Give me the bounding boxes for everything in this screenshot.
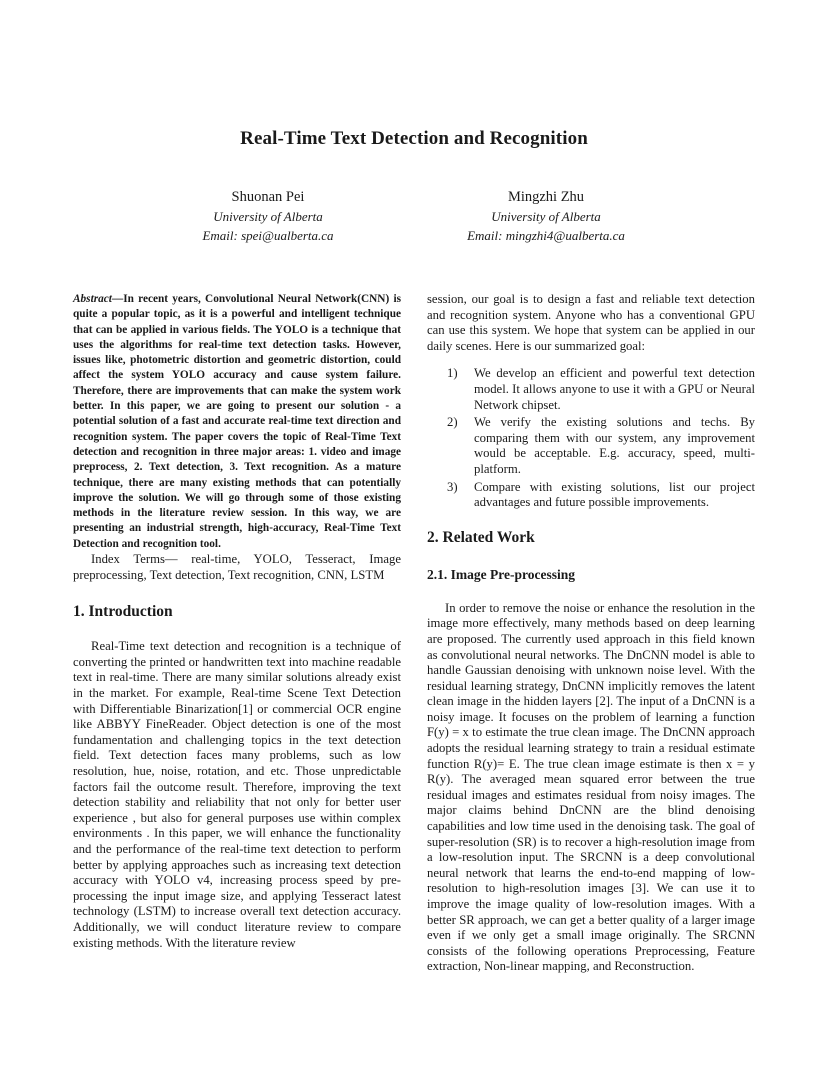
list-item-number: 3) xyxy=(447,479,458,494)
list-item-number: 2) xyxy=(447,415,458,430)
introduction-continued-paragraph: session, our goal is to design a fast and reliable text detection and recognition system. Anyone who has a conventional GPU can use this system. We hope that system can be applied in our daily scenes. Here is our summarized goal: xyxy=(427,292,755,353)
right-column xyxy=(427,292,755,975)
subsection-heading-image-preprocessing: 2.1. Image Pre-processing xyxy=(427,566,575,582)
abstract-label: Abstract xyxy=(73,293,112,305)
author-block-1 xyxy=(118,188,418,245)
list-item-number: 1) xyxy=(447,366,458,381)
list-item xyxy=(427,480,755,511)
author-block-2 xyxy=(396,188,696,245)
list-item-text: Compare with existing solutions, list our project advantages and future possible improvements. xyxy=(474,479,755,510)
left-column xyxy=(73,292,401,951)
author-name: Mingzhi Zhu xyxy=(507,189,585,205)
paper-title: Real-Time Text Detection and Recognition xyxy=(240,128,588,149)
author-name: Shuonan Pei xyxy=(231,189,305,205)
list-item-text: We verify the existing solutions and techs. By comparing them with our system, any improvement would be acceptable. E.g. accuracy, speed, multi-platform. xyxy=(474,415,755,476)
author-affiliation: University of Alberta xyxy=(213,209,323,224)
list-item-text: We develop an efficient and powerful text detection model. It allows anyone to use it with a GPU or Neural Network chipset. xyxy=(474,366,755,412)
abstract-text: —In recent years, Convolutional Neural Network(CNN) is quite a popular topic, as it is a powerful and intelligent technique that can be applied in various fields. The YOLO is a technique that uses the algorithms for real-time text detection tasks. However, issues like, photometric distortion and geometric distortion, could affect the system YOLO accuracy and cause system failure. Therefore, there are improvements that can make the system work better. In this paper, we are going to present our solution - a potential solution of a fast and accurate real-time text direction and recognition system. The paper covers the topic of Real-Time Text detection and recognition in three major areas: 1. video and image preprocess, 2. Text detection, 3. Text recognition. As a mature technique, there are many existing methods that can potentially improve the solution. We will go through some of those existing methods in the literature review session. In this way, we are presenting an industrial strength, high-accuracy, Real-Time Text Detection and recognition tool. xyxy=(73,293,401,550)
section-heading-related-work: 2. Related Work xyxy=(427,528,535,546)
image-preprocessing-paragraph: In order to remove the noise or enhance the resolution in the image more effectively, many methods based on deep learning are proposed. The currently used approach in this field known as convolutional neural networks. The DnCNN model is able to handle Gaussian denoising with unknown noise level. With the residual learning strategy, DnCNN implicitly removes the latent clean image in the hidden layers [2]. The input of a DnCNN is a noisy image. It focuses on the problem of learning a function F(y) = x to estimate the true clean image. The DnCNN approach adopts the residual learning strategy to train a residual estimate function R(y)= E. The true clean image estimate is then x = y R(y). The averaged mean squared error between the true residual images and estimates residual from noisy images. The major claims behind DnCNN are the blind denoising capabilities and low time used in the denoising task. The goal of super-resolution (SR) is to recover a high-resolution image from a low-resolution input. The SRCNN is a deep convolutional neural network that learns the end-to-end mapping of low-resolution to high-resolution images [3]. We can use it to improve the image quality of low-resolution images. With a better SR approach, we can get a better quality of a larger image even if we only get a small image originally. The SRCNN consists of the following operations Preprocessing, Feature extraction, Non-linear mapping, and Reconstruction. xyxy=(427,600,755,974)
author-email: Email: mingzhi4@ualberta.ca xyxy=(467,228,625,243)
list-item xyxy=(427,366,755,413)
introduction-paragraph: Real-Time text detection and recognition is a technique of converting the printed or handwritten text into machine readable text in real-time. There are many similar solutions already exist in the market. For example, Real-time Scene Text Detection with Differentiable Binarization[1] or commercial OCR engine like ABBYY FineReader. Object detection is one of the most fundamentation and challenging topics in the text detection field. Text detection faces many problems, such as low resolution, hue, noise, rotation, and etc. Those unpredictable factors fail the outcome result. Therefore, improving the text detection stability and reliability that not only for better user experience , but also for general purposes use within complex environments . In this paper, we will enhance the functionality and the performance of the real-time text detection to perform better by applying approaches such as increasing text detection accuracy with YOLO v4, increasing process speed by pre-processing the input image size, and applying Tesseract latest technology (LSTM) to increase overall text detection accuracy. Additionally, we will conduct literature review to compare existing methods. With the literature review xyxy=(73,639,401,950)
section-heading-introduction: 1. Introduction xyxy=(73,603,173,621)
goals-list xyxy=(427,366,755,510)
list-item xyxy=(427,415,755,477)
author-affiliation: University of Alberta xyxy=(491,209,601,224)
author-email: Email: spei@ualberta.ca xyxy=(202,228,334,243)
abstract xyxy=(73,292,401,552)
index-terms: Index Terms— real-time, YOLO, Tesseract, Image preprocessing, Text detection, Text recognition, CNN, LSTM xyxy=(73,552,401,582)
